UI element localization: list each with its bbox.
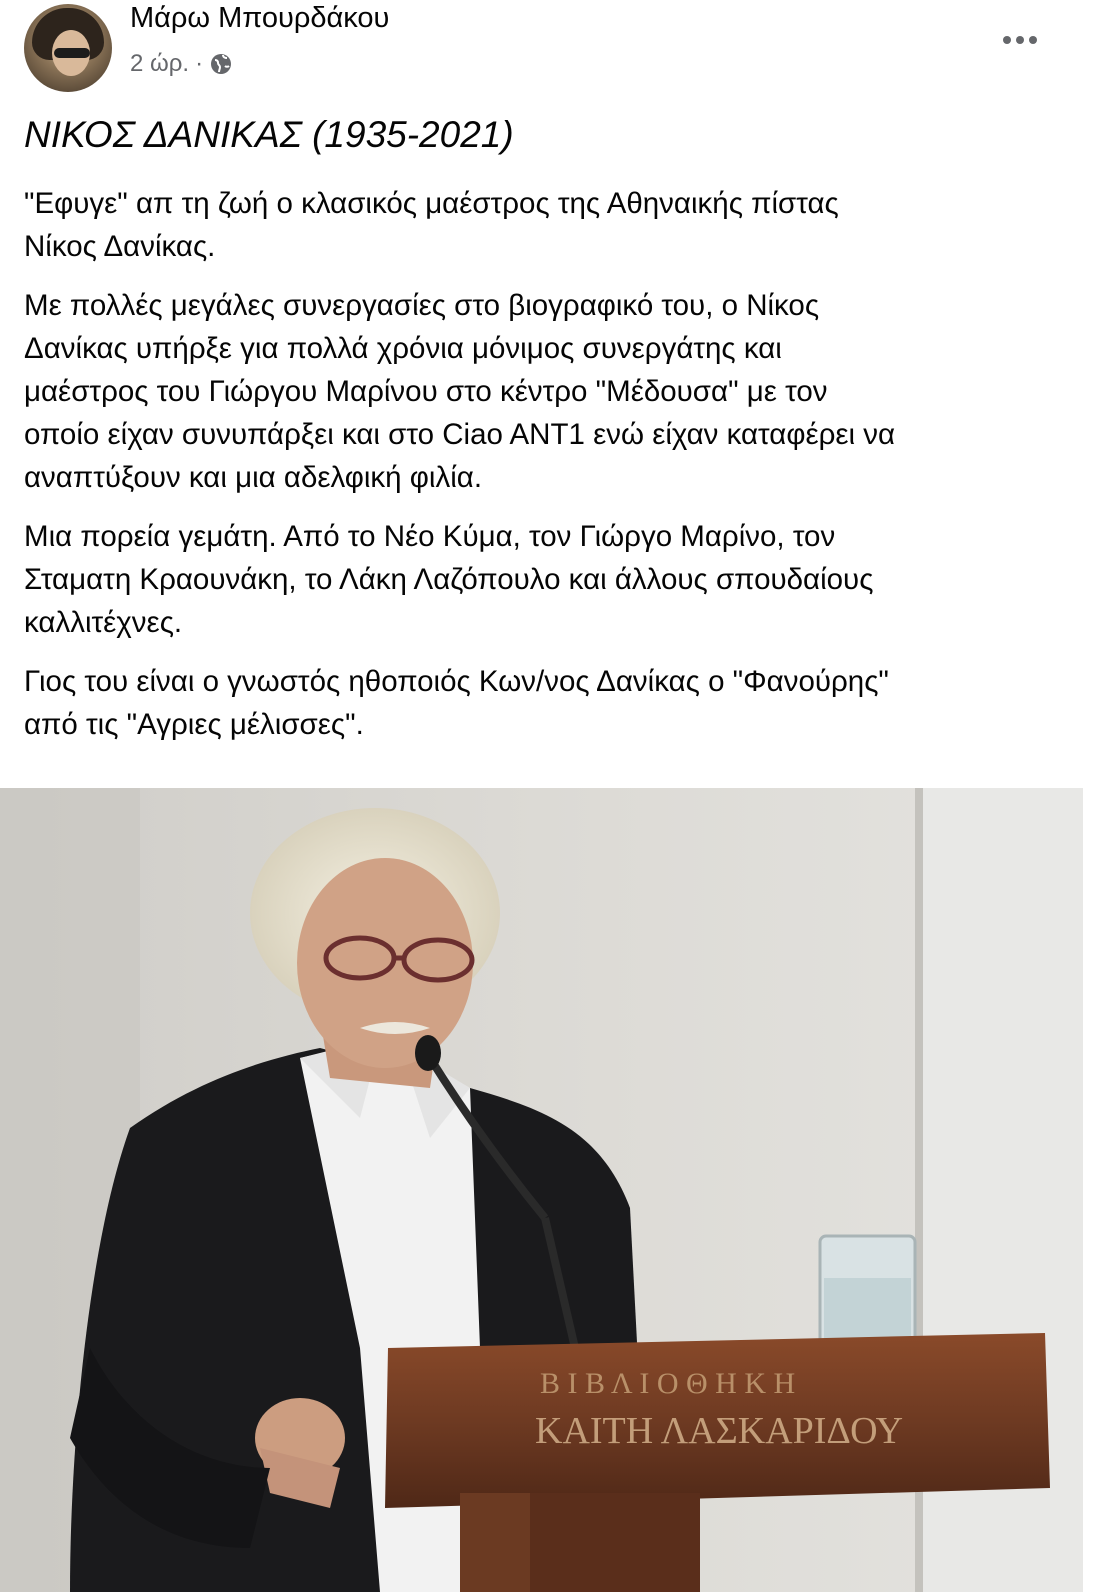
text-line: Δανίκας υπήρξε για πολλά χρόνια μόνιμος συνεργάτης και xyxy=(24,332,782,365)
text-line: από τις "Αγριες μέλισσες". xyxy=(24,708,364,741)
post-text xyxy=(24,110,1069,746)
text-line: Μια πορεία γεμάτη. Από το Νέο Κύμα, τον Γιώργο Μαρίνο, τον xyxy=(24,520,836,553)
globe-icon[interactable] xyxy=(209,52,233,76)
paragraph-4 xyxy=(24,660,1069,746)
text-line: "Εφυγε" απ τη ζωή ο κλασικός μαέστρος της Αθηναικής πίστας xyxy=(24,187,839,220)
more-options-icon[interactable] xyxy=(998,22,1042,58)
text-line: Με πολλές μεγάλες συνεργασίες στο βιογραφικό του, ο Νίκος xyxy=(24,289,820,322)
text-line: οποίο είχαν συνυπάρξει και στο Ciao ANT1 ενώ είχαν καταφέρει να xyxy=(24,418,896,451)
text-line: Σταματη Κραουνάκη, το Λάκη Λαζόπουλο και άλλους σπουδαίους xyxy=(24,563,874,596)
post-meta xyxy=(130,50,233,78)
text-line: μαέστρος του Γιώργου Μαρίνου στο κέντρο "Μέδουσα" με τον xyxy=(24,375,828,408)
post-time[interactable]: 2 ώρ. xyxy=(130,50,190,77)
meta-separator: · xyxy=(195,50,204,77)
post-header xyxy=(0,0,1100,100)
text-line: καλλιτέχνες. xyxy=(24,606,183,639)
author-name[interactable]: Μάρω Μπουρδάκου xyxy=(130,2,390,34)
post-title: ΝΙΚΟΣ ΔΑΝΙΚΑΣ (1935-2021) xyxy=(24,114,514,155)
paragraph-2 xyxy=(24,284,1069,499)
text-line: Γιος του είναι ο γνωστός ηθοποιός Κων/νος Δανίκας ο "Φανούρης" xyxy=(24,665,889,698)
avatar[interactable] xyxy=(24,4,112,92)
paragraph-1 xyxy=(24,182,1069,268)
photo-illustration xyxy=(0,788,1083,1592)
paragraph-3 xyxy=(24,515,1069,644)
post-photo[interactable] xyxy=(0,788,1083,1592)
podium-sign-line-1: Β Ι Β Λ Ι Ο Θ Η Κ Η xyxy=(540,1367,796,1400)
podium-sign-line-2: ΚΑΙΤΗ ΛΑΣΚΑΡΙΔΟΥ xyxy=(535,1410,904,1452)
text-line: αναπτύξουν και μια αδελφική φιλία. xyxy=(24,461,483,494)
text-line: Νίκος Δανίκας. xyxy=(24,230,216,263)
